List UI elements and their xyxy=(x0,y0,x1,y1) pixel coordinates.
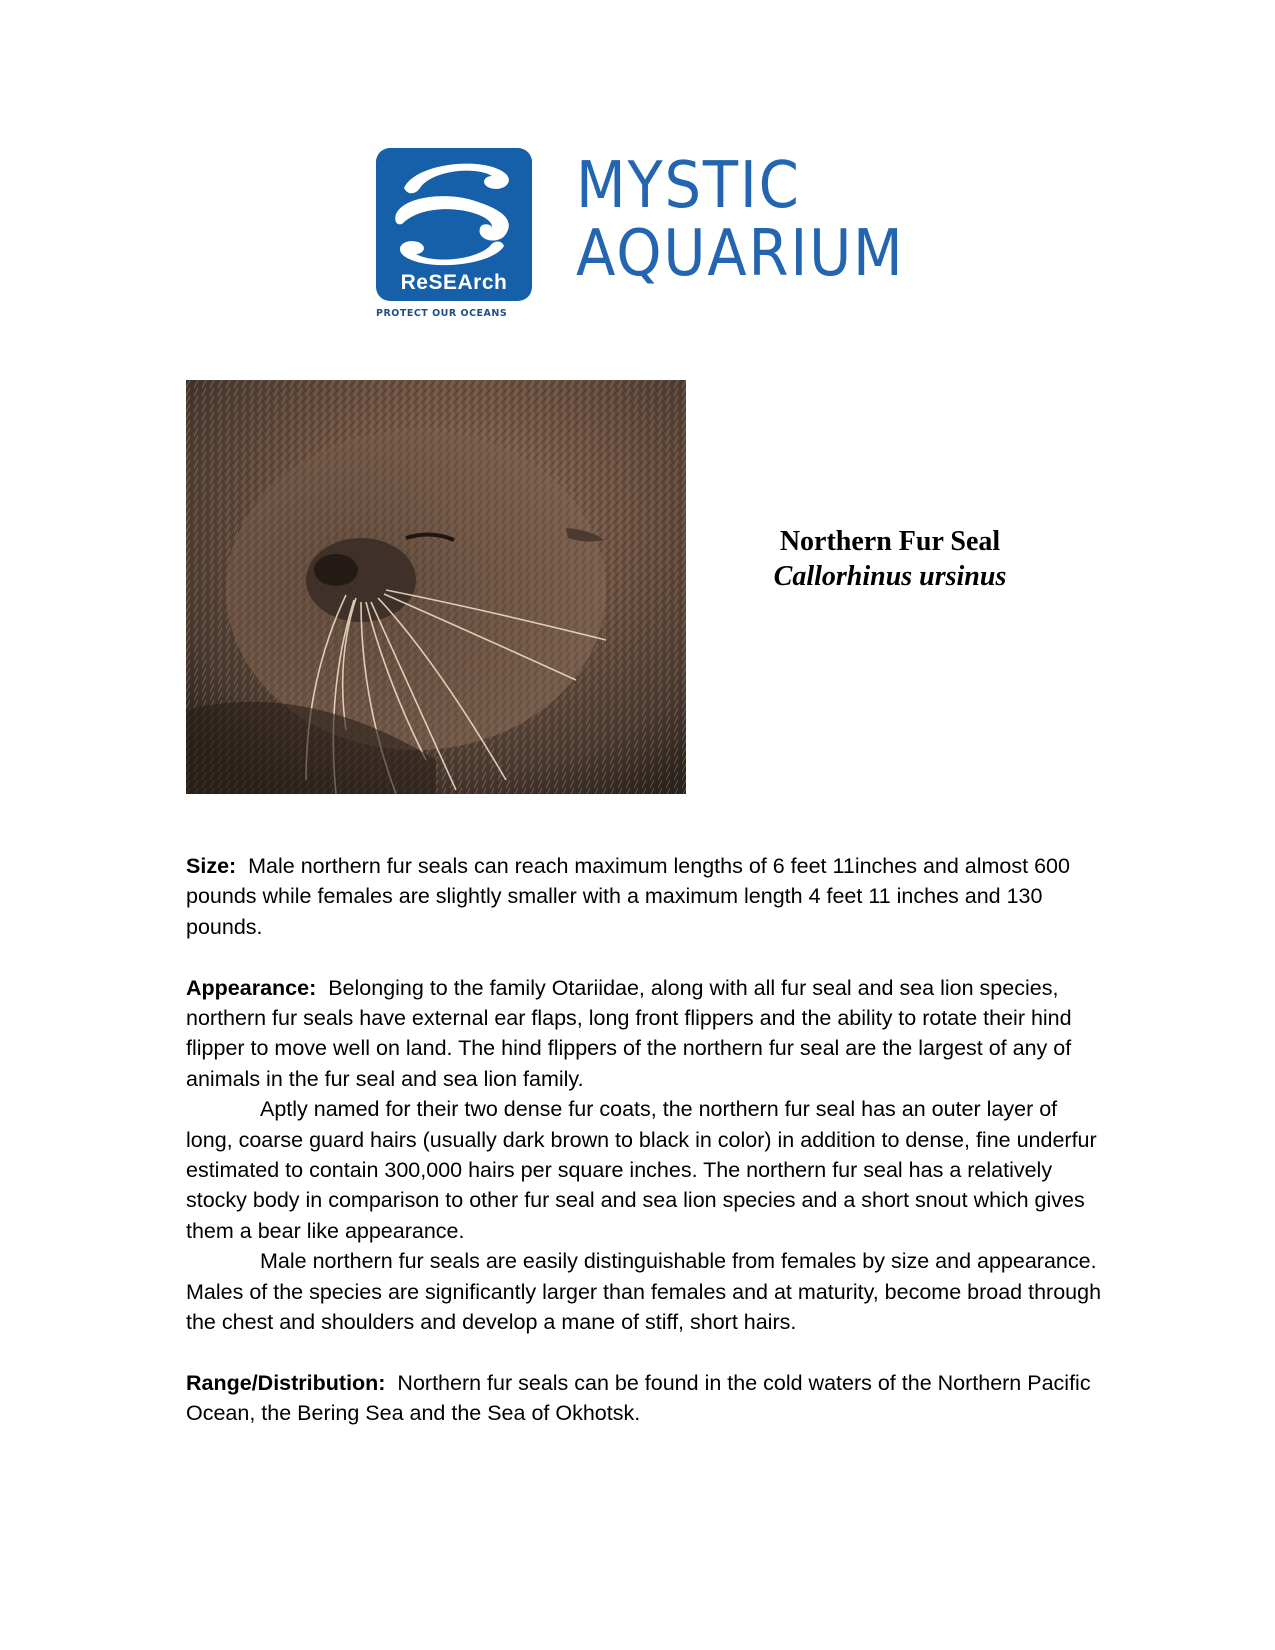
size-text: Male northern fur seals can reach maximum lengths of 6 feet 11inches and almost 600 pounds while females are slightly smaller with a maximum length 4 feet 11 inches and 130 pounds. xyxy=(186,854,1070,939)
size-section xyxy=(186,851,1106,942)
logo-tagline: PROTECT OUR OCEANS xyxy=(376,308,508,319)
range-section xyxy=(186,1368,1106,1429)
wordmark-line-2: AQUARIUM xyxy=(576,217,905,291)
size-label: Size: xyxy=(186,854,237,878)
range-text: Northern fur seals can be found in the cold waters of the Northern Pacific Ocean, the Bering Sea and the Sea of Okhotsk. xyxy=(186,1370,1091,1426)
fur-seal-image xyxy=(186,380,686,794)
species-title xyxy=(740,524,1040,594)
common-name: Northern Fur Seal xyxy=(779,526,1001,557)
appearance-section xyxy=(186,973,1106,1095)
appearance-paragraph-1: Belonging to the family Otariidae, along with all fur seal and sea lion species, northern fur seals have external ear flaps, long front flippers and the ability to rotate their hind flipper to move well on land. The hind flippers of the northern fur seal are the largest of any of animals in the fur seal and sea lion family. xyxy=(186,975,1072,1091)
logo-wordmark xyxy=(576,149,905,291)
latin-name: Callorhinus ursinus xyxy=(773,561,1007,592)
wordmark-line-1: MYSTIC xyxy=(576,149,801,223)
research-badge xyxy=(376,148,532,301)
fact-sheet-body xyxy=(186,851,1106,1429)
fur-seal-photo xyxy=(186,380,686,794)
badge-label: ReSEArch xyxy=(400,271,508,294)
appearance-paragraph-2: Aptly named for their two dense fur coats, the northern fur seal has an outer layer of long, coarse guard hairs (usually dark brown to black in color) in addition to dense, fine underfur estimated to contain 300,000 hairs per square inches. The northern fur seal has a relatively stocky body in comparison to other fur seal and sea lion species and a short snout which gives them a bear like appearance. xyxy=(186,1097,1097,1243)
appearance-label: Appearance: xyxy=(186,975,317,1000)
range-label: Range/Distribution: xyxy=(186,1370,386,1395)
appearance-paragraph-3: Male northern fur seals are easily distinguishable from females by size and appearance. Males of the species are significantly larger than females and at maturity, become broad through the chest and shoulders and develop a mane of stiff, short hairs. xyxy=(186,1249,1102,1335)
mystic-aquarium-logo xyxy=(376,148,905,328)
